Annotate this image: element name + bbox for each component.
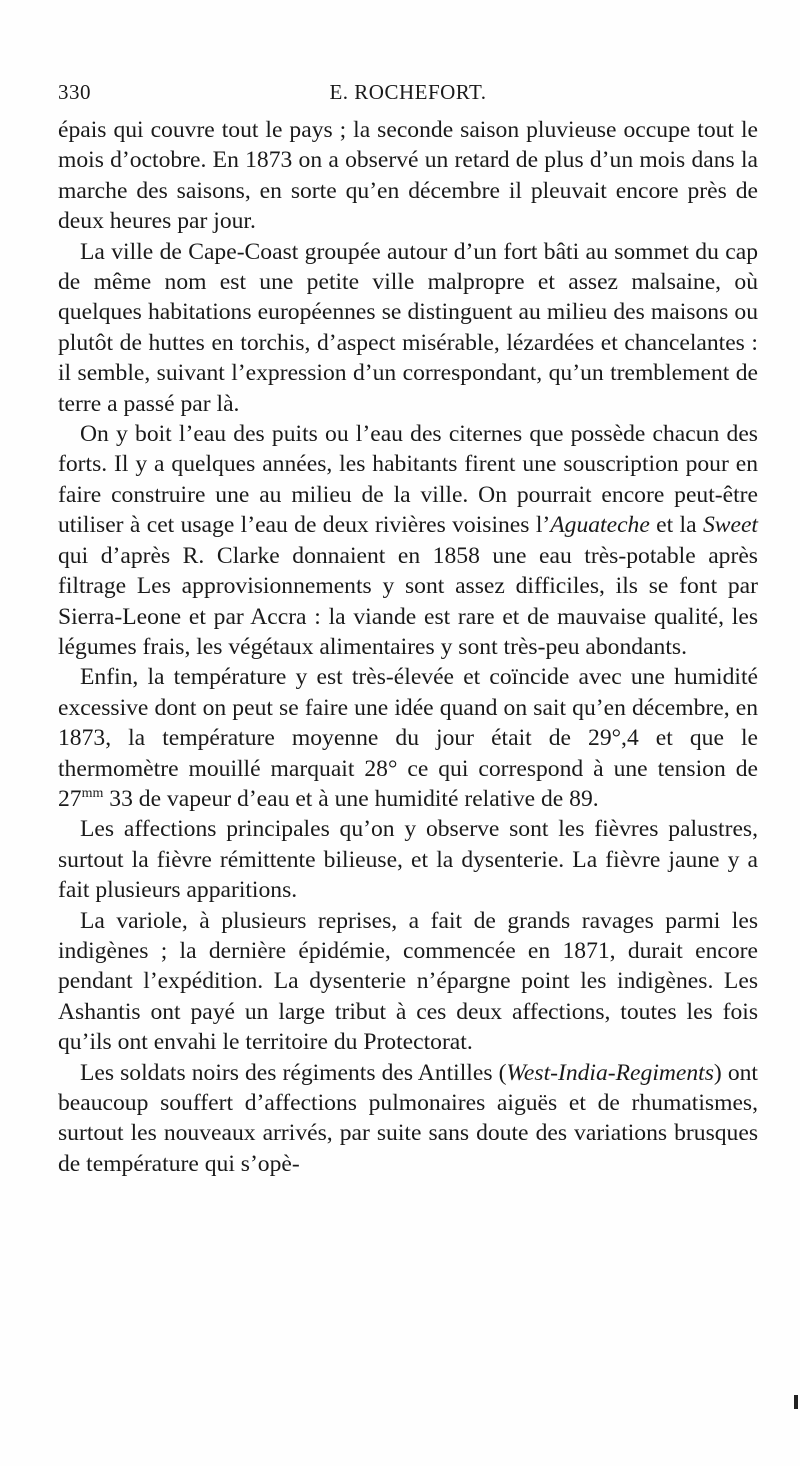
text-run: La ville de Cape-Coast groupée autour d’un fort bâti au sommet du cap de même nom est une petite ville malpropre et assez malsaine, où quelques habitations européennes se distinguent au milieu des maisons ou plutôt de huttes en torchis, d’aspect misérable, lézardées et chancelantes : il semble, suivant l’expression d’un correspondant, qu’un tremblement de terre a passé par là.	[58, 238, 758, 417]
page-edge-mark	[794, 1395, 798, 1409]
running-title: E. ROCHEFORT.	[329, 80, 487, 104]
text-run: et la	[649, 512, 703, 539]
italic-text: Aguateche	[550, 512, 650, 539]
italic-text: West-India-Regiments	[506, 1059, 714, 1086]
paragraph	[58, 1058, 758, 1180]
text-run: 33 de vapeur d’eau et à une humidité relative de 89.	[103, 785, 599, 812]
text-run: Les affections principales qu’on y observe sont les fièvres palustres, surtout la fièvre rémittente bilieuse, et la dysenterie. La fièvre jaune y a fait plusieurs apparitions.	[58, 816, 758, 904]
text-run: Les soldats noirs des régiments des Antilles (	[80, 1059, 507, 1086]
body-text	[58, 115, 758, 1179]
text-run: ) ont beaucoup souffert d’affections pulmonaires aiguës et de rhumatismes, surtout les nouveaux arrivés, par suite sans doute des variations brusques de température qui s’opè-	[58, 1059, 758, 1177]
text-run: On y boit l’eau des puits ou l’eau des citernes que possède chacun des forts. Il y a quelques années, les habitants firent une souscription pour en faire construire une au milieu de la ville. On pourrait encore peut-être utiliser à cet usage l’eau de deux rivières voisines l’	[58, 421, 758, 539]
page-number: 330	[58, 80, 91, 104]
running-head	[58, 80, 758, 102]
italic-text: Sweet	[702, 512, 758, 539]
paragraph	[58, 419, 758, 662]
paragraph	[58, 237, 758, 419]
text-run: Enfin, la température y est très-élevée et coïncide avec une humidité excessive dont on peut se faire une idée quand on sait qu’en décembre, en 1873, la température moyenne du jour était de 29°,4 et que le thermomètre mouillé marquait 28° ce qui correspond à une tension de 27	[58, 664, 758, 812]
text-run: épais qui couvre tout le pays ; la seconde saison pluvieuse occupe tout le mois d’octobre. En 1873 on a observé un retard de plus d’un mois dans la marche des saisons, en sorte qu’en décembre il pleuvait encore près de deux heures par jour.	[58, 117, 758, 235]
superscript-text: mm	[81, 785, 104, 801]
paragraph	[58, 662, 758, 814]
paragraph	[58, 906, 758, 1058]
paragraph	[58, 814, 758, 905]
text-run: qui d’après R. Clarke donnaient en 1858 une eau très-potable après filtrage Les approvisionnements y sont assez difficiles, ils se font par Sierra-Leone et par Accra : la viande est rare et de mauvaise qualité, les légumes frais, les végétaux alimentaires y sont très-peu abondants.	[58, 542, 758, 660]
paragraph	[58, 115, 758, 237]
text-run: La variole, à plusieurs reprises, a fait de grands ravages parmi les indigènes ; la dernière épidémie, commencée en 1871, durait encore pendant l’expédition. La dysenterie n’épargne point les indigènes. Les Ashantis ont payé un large tribut à ces deux affections, toutes les fois qu’ils ont envahi le territoire du Protectorat.	[58, 907, 758, 1056]
